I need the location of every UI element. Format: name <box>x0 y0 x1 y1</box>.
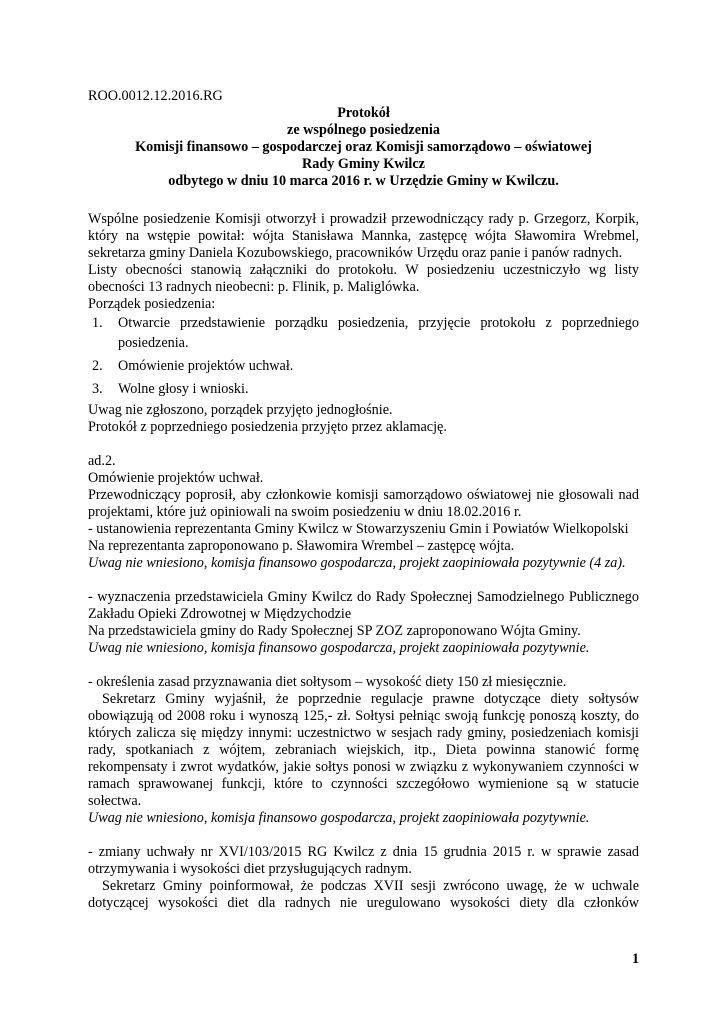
agenda-item-text: Otwarcie przedstawienie porządku posiedzenia, przyjęcie protokołu z poprzedniego posiedzenia. <box>118 315 639 351</box>
item3-title: - określenia zasad przyznawania diet sołtysom – wysokość diety 150 zł miesięcznie. <box>88 674 567 690</box>
ad2-label: ad.2. <box>88 453 116 469</box>
agenda-item <box>92 379 639 399</box>
title-line-1: Protokół <box>337 105 390 121</box>
agenda-item-number: 3. <box>92 381 103 397</box>
item2-conclusion: Uwag nie wniesiono, komisja finansowo gospodarcza, projekt zaopiniowała pozytywnie. <box>88 640 590 656</box>
item4-body: Sekretarz Gminy poinformował, że podczas XVII sesji zwrócono uwagę, że w uchwale dotyczącej wysokości diet dla radnych nie uregulowano wysokości diety dla członków <box>88 878 639 911</box>
agenda-item-text: Omówienie projektów uchwał. <box>118 358 294 374</box>
document-page <box>88 88 639 912</box>
agenda-accepted: Uwag nie zgłoszono, porządek przyjęto jednogłośnie. <box>88 402 393 418</box>
agenda-item-number: 2. <box>92 358 103 374</box>
item1-title: - ustanowienia reprezentanta Gminy Kwilcz w Stowarzyszeniu Gmin i Powiatów Wielkopolski <box>88 521 629 537</box>
agenda-item <box>92 356 639 376</box>
page-number: 1 <box>632 951 640 967</box>
title-line-4: Rady Gminy Kwilcz <box>302 156 425 172</box>
agenda-item-number: 1. <box>92 315 103 331</box>
ad2-heading: Omówienie projektów uchwał. <box>88 470 264 486</box>
item2-body: Na przedstawiciela gminy do Rady Społecznej SP ZOZ zaproponowano Wójta Gminy. <box>88 623 581 639</box>
ad2-intro: Przewodniczący poprosił, aby członkowie komisji samorządowo oświatowej nie głosowali nad projektami, które już opiniowali na swoim posiedzeniu w dniu 18.02.2016 r. <box>88 487 639 520</box>
title-line-3: Komisji finansowo – gospodarczej oraz Komisji samorządowo – oświatowej <box>135 139 592 155</box>
agenda-list <box>88 313 639 399</box>
intro-paragraph: Wspólne posiedzenie Komisji otworzył i prowadził przewodniczący rady p. Grzegorz, Korpik, który na wstępie powitał: wójta Stanisława Mannka, zastępcę wójta Sławomira Wrebmel, sekretarza gminy Daniela Kozubowskiego, pracowników Urzędu oraz panie i panów radnych. <box>88 211 639 261</box>
document-reference: ROO.0012.12.2016.RG <box>88 88 223 104</box>
item4-title: - zmiany uchwały nr XVI/103/2015 RG Kwilcz z dnia 15 grudnia 2015 r. w sprawie zasad otrzymywania i wysokości diet przysługujących radnym. <box>88 844 639 877</box>
title-line-5: odbytego w dniu 10 marca 2016 r. w Urzędzie Gminy w Kwilczu. <box>168 173 559 189</box>
item3-conclusion: Uwag nie wniesiono, komisja finansowo gospodarcza, projekt zaopiniowała pozytywnie. <box>88 810 590 826</box>
agenda-heading: Porządek posiedzenia: <box>88 296 216 312</box>
item3-body: Sekretarz Gminy wyjaśnił, że poprzednie regulacje prawne dotyczące diety sołtysów obowiązują od 2008 roku i wynoszą 125,- zł. Sołtysi pełniąc swoją funkcję ponoszą koszty, do których zalicza się między innymi: uczestnictwo w sesjach rady gminy, posiedzeniach komisji rady, spotkaniach z wójtem, zebraniach wiejskich, itp., Dieta powinna stanowić formę rekompensaty i zwrot wydatków, jakie sołtys ponosi w związku z wykonywaniem czynności w ramach sprawowanej funkcji, które to czynności szczegółowo wymienione są w statucie sołectwa. <box>88 691 639 809</box>
item1-body: Na reprezentanta zaproponowano p. Sławomira Wrembel – zastępcę wójta. <box>88 538 515 554</box>
agenda-item <box>92 313 639 353</box>
item2-title: - wyznaczenia przedstawiciela Gminy Kwilcz do Rady Społecznej Samodzielnego Publicznego Zakładu Opieki Zdrowotnej w Międzychodzie <box>88 589 639 622</box>
agenda-item-text: Wolne głosy i wnioski. <box>118 381 249 397</box>
item1-conclusion: Uwag nie wniesiono, komisja finansowo gospodarcza, projekt zaopiniowała pozytywnie (4 za). <box>88 555 626 571</box>
attendance-paragraph: Listy obecności stanowią załączniki do protokołu. W posiedzeniu uczestniczyło wg listy obecności 13 radnych nieobecni: p. Flinik, p. Maliglówka. <box>88 262 639 295</box>
protocol-accepted: Protokół z poprzedniego posiedzenia przyjęto przez aklamację. <box>88 419 447 435</box>
title-line-2: ze wspólnego posiedzenia <box>287 122 440 138</box>
